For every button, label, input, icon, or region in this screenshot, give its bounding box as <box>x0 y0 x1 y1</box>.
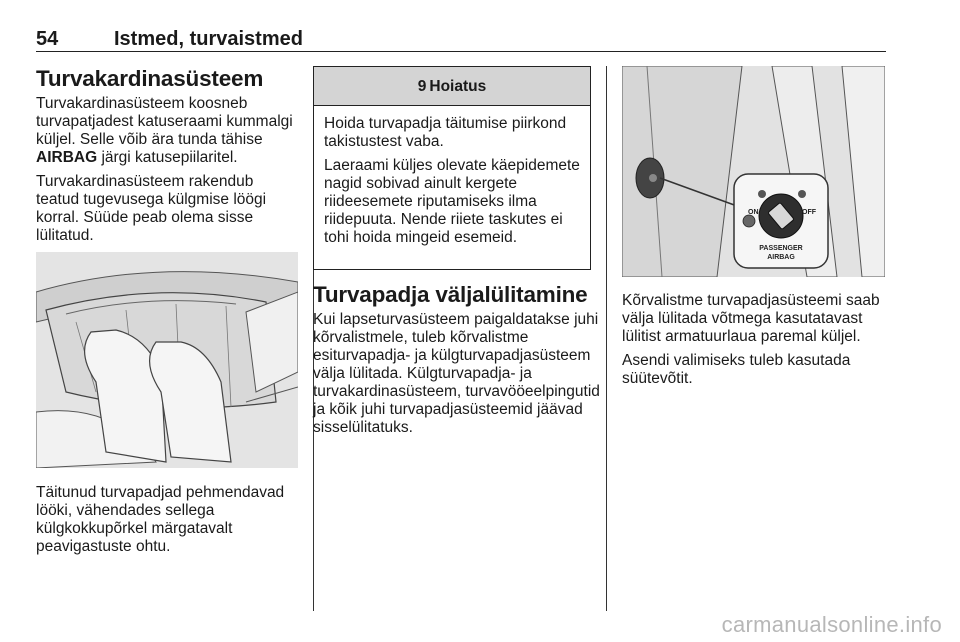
page-number: 54 <box>36 28 59 50</box>
warning-body <box>314 106 590 247</box>
warning-paragraph-1: Hoida turvapadja täitumise piirkond takistustest vaba. <box>324 115 567 150</box>
paragraph-curtain-intro: Turvakardinasüsteem koosneb turvapatjadest katuseraami kummalgi küljel. Selle võib ära tunda tähise AIRBAG järgi katusepiilaritel. <box>36 95 293 166</box>
paragraph-deactivation: Kui lapseturvasüsteem paigaldatakse juhi kõrvalistmele, tuleb kõrvalistme esiturvapadja- ja külgturvapadjasüsteem välja lülitada. Külgturvapadja- ja turvakardinasüsteem, turvavööeelpingutid ja kõik juhi turvapadjasüsteemid jäävad sisselülitatuks. <box>313 311 600 436</box>
paragraph-curtain-effect: Täitunud turvapadjad pehmendavad lööki, vähendades sellega külgkokkupõrkel märgatavalt peavigastuste ohtu. <box>36 484 285 555</box>
warning-paragraph-2: Laeraami küljes olevate käepidemete nagid sobivad ainult kergete riideesemete riputamiseks ilma riidepuuta. Nende riiete taskutes ei tohi hoida mingeid esemeid. <box>324 157 580 246</box>
switch-passenger-label: PASSENGER <box>759 245 803 252</box>
curtain-airbag-illustration <box>36 252 298 468</box>
section-heading-curtain: Turvakardinasüsteem <box>36 66 264 91</box>
section-heading-deactivation: Turvapadja väljalülitamine <box>313 282 588 307</box>
watermark: carmanualsonline.info <box>721 612 942 637</box>
switch-airbag-label: AIRBAG <box>767 254 795 261</box>
passenger-airbag-switch-illustration <box>622 66 885 277</box>
column-1-top <box>36 66 300 251</box>
switch-on-label: ON <box>748 209 759 216</box>
warning-icon: 9 <box>417 78 427 95</box>
warning-title: Hoiatus <box>429 78 487 95</box>
column-1-bottom <box>36 484 300 562</box>
page-header <box>36 26 886 52</box>
warning-box <box>313 66 591 270</box>
paragraph-curtain-deploy: Turvakardinasüsteem rakendub teatud tugevusega külgmise löögi korral. Süüde peab olema sisse lülitatud. <box>36 173 267 244</box>
column-divider-right <box>606 66 607 611</box>
column-3-text <box>622 292 882 394</box>
paragraph-switch-location: Kõrvalistme turvapadjasüsteemi saab välja lülitada võtmega kasutatavast lülitist armatuurlaua paremal küljel. <box>622 292 880 345</box>
switch-off-label: OFF <box>802 209 816 216</box>
warning-header <box>314 67 590 106</box>
paragraph-ignition-key: Asendi valimiseks tuleb kasutada süütevõtit. <box>622 352 851 387</box>
chapter-title: Istmed, turvaistmed <box>114 28 303 50</box>
column-2-bottom <box>313 282 603 443</box>
airbag-mark: AIRBAG <box>36 149 98 166</box>
